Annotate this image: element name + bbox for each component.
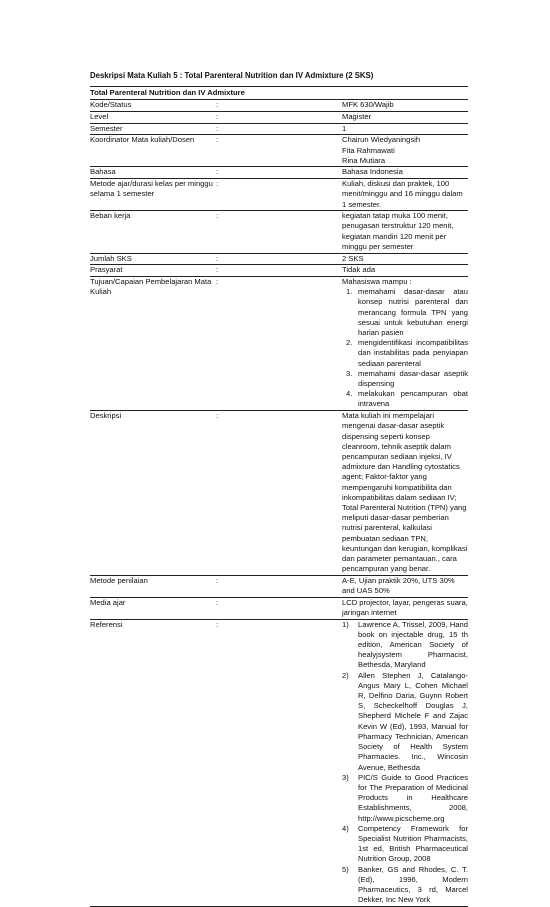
table-row-level [90, 111, 468, 123]
table-header-title: Total Parenteral Nutrition dan IV Admixture [90, 87, 468, 100]
table-row-koordinator [90, 135, 468, 167]
reference-number: 4) [342, 823, 349, 833]
row-value-list [342, 276, 468, 410]
table-row-semester [90, 123, 468, 135]
row-separator: : [216, 100, 342, 112]
row-label: Kode/Status [90, 100, 216, 112]
row-separator: : [216, 135, 342, 167]
row-separator: : [216, 619, 342, 906]
table-row-jumlah-sks [90, 253, 468, 265]
list-item-number: 4. [346, 389, 353, 399]
table-row-metode-ajar [90, 179, 468, 211]
table-row-beban-kerja [90, 211, 468, 253]
row-value: LCD projector, layar, pengeras suara, jaringan internet [342, 597, 468, 619]
row-value: Kuliah, diskusi dan praktek, 100 menit/minggu and 16 minggu dalam 1 semester. [342, 179, 468, 211]
row-value: 2 SKS [342, 253, 468, 265]
row-separator: : [216, 211, 342, 253]
row-label: Metode penilaian [90, 575, 216, 597]
table-row-tujuan [90, 276, 468, 410]
row-label: Media ajar [90, 597, 216, 619]
row-separator: : [216, 179, 342, 211]
reference-text: Banker, GS and Rhodes, C. T. (Ed), 1996, Modern Pharmaceutics, 3 rd, Marcel Dekker, Inc New York [358, 864, 468, 905]
reference-item [342, 824, 468, 865]
row-value: 1 [342, 123, 468, 135]
table-row-deskripsi [90, 411, 468, 576]
list-item [342, 338, 468, 369]
reference-number: 1) [342, 619, 349, 629]
row-value: Bahasa Indonesia [342, 167, 468, 179]
row-label: Referensi [90, 619, 216, 906]
row-label: Bahasa [90, 167, 216, 179]
row-label: Beban kerja [90, 211, 216, 253]
table-row-prasyarat [90, 265, 468, 277]
list-item-text: mengidentifikasi incompatibilitas dan instabilitas pada penyiapan sediaan parenteral [358, 338, 468, 368]
list-item [342, 389, 468, 409]
lecturer-name: Rina Mutiara [342, 155, 386, 165]
reference-text: Allen Stephen J, Catalango-Angus Mary L, Cohen Michael R, Delfino Daria, Guynn Robert S, Scheckelhoff Douglas J, Shepherd Michele F and Zajac Kevin W (Ed), 1993, Manual for Pharmacy Technician, American Society of Health System Pharmacies. Inc., Wincosin Avenue, Bethesda [358, 670, 468, 772]
row-separator: : [216, 575, 342, 597]
row-value: A-E, Ujian praktik 20%, UTS 30% and UAS 50% [342, 575, 468, 597]
row-separator: : [216, 597, 342, 619]
row-label: Jumlah SKS [90, 253, 216, 265]
reference-item [342, 773, 468, 824]
row-value: MFK 630/Wajib [342, 100, 468, 112]
reference-item [342, 671, 468, 773]
row-label: Level [90, 111, 216, 123]
references-list [342, 620, 468, 906]
row-separator: : [216, 276, 342, 410]
reference-text: Competency Framework for Specialist Nutrition Pharmacists, 1st ed, British Pharmaceutical Nutrition Group, 2008 [358, 823, 468, 864]
table-row-kode [90, 100, 468, 112]
row-separator: : [216, 123, 342, 135]
lecturer-name: Fita Rahmawati [342, 145, 395, 155]
reference-number: 2) [342, 670, 349, 680]
table-row-referensi [90, 619, 468, 906]
row-separator: : [216, 167, 342, 179]
row-value-list [342, 135, 468, 167]
table-row-media-ajar [90, 597, 468, 619]
objectives-list [342, 287, 468, 409]
table-header-row [90, 87, 468, 100]
row-label: Semester [90, 123, 216, 135]
reference-number: 5) [342, 864, 349, 874]
row-value: Mata kuliah ini mempelajari mengenai dasar-dasar aseptik dispensing seperti konsep cleanroom, tehnik aseptik dalam pencampuran sediaan injeksi, IV admixture dan Handling cytostatics agent; Faktor-faktor yang mempengaruhi kompatibilita dan inkompatibilitas dalam sediaan IV; Total Parenteral Nutrition (TPN) yang meliputi dasar-dasar pemberian nutrisi parenteral, kalkulasi pembuatan sediaan TPN, keuntungan dan kerugian, komplikasi dan parameter pemantauan., cara pencampuran yang benar. [342, 411, 468, 576]
row-separator: : [216, 111, 342, 123]
reference-item [342, 865, 468, 906]
row-value: Magister [342, 111, 468, 123]
row-label: Koordinator Mata kuliah/Dosen [90, 135, 216, 167]
row-label: Prasyarat [90, 265, 216, 277]
row-label: Deskripsi [90, 411, 216, 576]
objectives-intro: Mahasiswa mampu : [342, 276, 412, 286]
list-item [342, 287, 468, 338]
course-description-table [90, 86, 468, 907]
row-value: Tidak ada [342, 265, 468, 277]
list-item [342, 369, 468, 389]
row-label: Tujuan/Capaian Pembelajaran Mata Kuliah [90, 276, 216, 410]
coordinator-name: Chairun Wiedyaningsih [342, 135, 421, 145]
list-item-number: 2. [346, 338, 353, 348]
row-label: Metode ajar/durasi kelas per minggu selama 1 semester [90, 179, 216, 211]
row-separator: : [216, 253, 342, 265]
list-item-text: memahami dasar-dasar atau konsep nutrisi parenteral dan merancang formula TPN yang sesuai untuk kebutuhan energi harian pasien [358, 287, 468, 337]
list-item-text: melakukan pencampuran obat intravena [358, 389, 468, 409]
table-row-metode-penilaian [90, 575, 468, 597]
row-separator: : [216, 411, 342, 576]
list-item-number: 1. [346, 287, 353, 297]
reference-text: Lawrence A, Trissel, 2009, Hand book on injectable drug, 15 th edition, American Society of healyjsystem Pharmacist, Bethesda, Maryland [358, 619, 468, 670]
list-item-text: memahami dasar-dasar aseptik dispensing [358, 368, 468, 388]
row-separator: : [216, 265, 342, 277]
document-title: Deskripsi Mata Kuliah 5 : Total Parenteral Nutrition dan IV Admixture (2 SKS) [90, 71, 374, 80]
row-value: kegiatan tatap muka 100 menit, penugasan terstruktur 120 menit, kegiatan mandiri 120 menit per minggu per semester [342, 211, 468, 253]
reference-item [342, 620, 468, 671]
reference-number: 3) [342, 772, 349, 782]
reference-text: PIC/S Guide to Good Practices for The Preparation of Medicinal Products in Healthcare Establishments, 2008, http://www.picscheme.org [358, 772, 468, 823]
list-item-number: 3. [346, 368, 353, 378]
row-value-list [342, 619, 468, 906]
table-row-bahasa [90, 167, 468, 179]
